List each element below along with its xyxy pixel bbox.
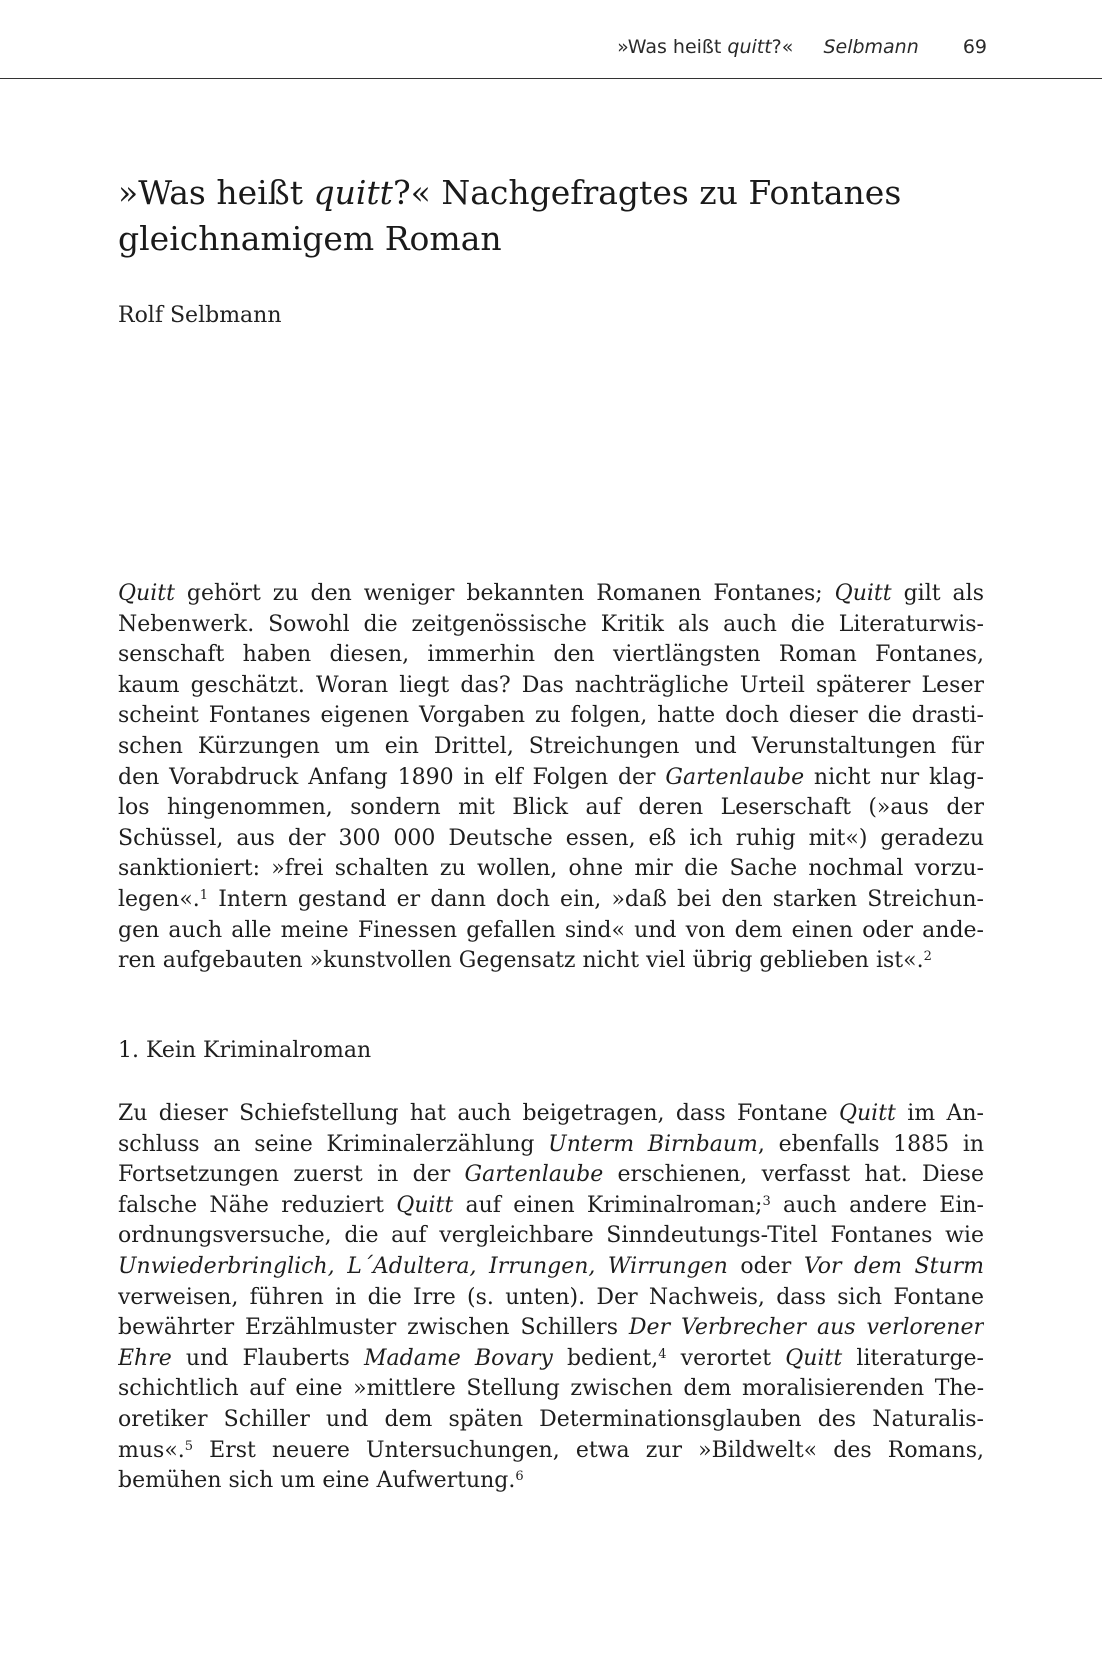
- text-line: Zu dieser Schiefstellung hat auch beigetragen, dass Fontane Quitt im An-: [118, 1101, 984, 1126]
- article-title: »Was heißt quitt?« Nachgefragtes zu Fontanes gleichnamigem Roman: [118, 173, 902, 258]
- running-head: [617, 36, 987, 58]
- text-line: den Vorabdruck Anfang 1890 in elf Folgen der Gartenlaube nicht nur klag-: [118, 764, 984, 790]
- text-line: kaum geschätzt. Woran liegt das? Das nachträgliche Urteil späterer Leser: [118, 672, 984, 698]
- text-line: Unwiederbringlich, L´Adultera, Irrungen, Wirrungen oder Vor dem Sturm: [118, 1253, 984, 1279]
- running-head-title: »Was heißt quitt?«: [617, 36, 794, 58]
- footnote-ref[interactable]: 2: [923, 948, 932, 964]
- text-line: ren aufgebauten »kunstvollen Gegensatz nicht viel übrig geblieben ist«.$^2$: [118, 948, 932, 974]
- footnote-ref[interactable]: 1: [199, 887, 209, 903]
- page-number: 69: [962, 36, 987, 58]
- text-line: Quitt gehört zu den weniger bekannten Romanen Fontanes; Quitt gilt als: [118, 581, 984, 606]
- section-paragraph: [118, 1099, 984, 1497]
- text-line: mus«.$^5$ Erst neuere Untersuchungen, etwa zur »Bildwelt« des Romans,: [118, 1437, 984, 1463]
- text-line: legen«.$^1$ Intern gestand er dann doch ein, »daß bei den starken Streichun-: [118, 886, 984, 912]
- text-line: Nebenwerk. Sowohl die zeitgenössische Kritik als auch die Literaturwis-: [118, 611, 984, 637]
- intro-paragraph: [118, 579, 984, 977]
- text-line: los hingenommen, sondern mit Blick auf deren Leserschaft (»aus der: [118, 795, 984, 821]
- text-line: schichtlich auf eine »mittlere Stellung zwischen dem moralisierenden The-: [118, 1376, 984, 1402]
- text-line: Ehre und Flauberts Madame Bovary bedient,$^4$ verortet Quitt literaturge-: [118, 1345, 984, 1371]
- text-line: verweisen, führen in die Irre (s. unten). Der Nachweis, dass sich Fontane: [118, 1284, 984, 1310]
- section-heading: 1. Kein Kriminalroman: [118, 1038, 372, 1063]
- text-line: ordnungsversuche, die auf vergleichbare Sinndeutungs-Titel Fontanes wie: [118, 1223, 984, 1249]
- header-rule: [0, 78, 1102, 79]
- text-line: schluss an seine Kriminalerzählung Unterm Birnbaum, ebenfalls 1885 in: [118, 1131, 984, 1157]
- text-line: scheint Fontanes eigenen Vorgaben zu folgen, hatte doch dieser die drasti-: [118, 703, 984, 729]
- text-line: senschaft haben diesen, immerhin den viertlängsten Roman Fontanes,: [118, 642, 984, 668]
- footnote-ref[interactable]: 5: [184, 1438, 194, 1454]
- text-line: Schüssel, aus der 300 000 Deutsche essen, eß ich ruhig mit«) geradezu: [118, 825, 984, 851]
- footnote-ref[interactable]: 4: [658, 1346, 667, 1362]
- article-author: Rolf Selbmann: [118, 303, 282, 328]
- running-head-author: Selbmann: [823, 36, 919, 58]
- text-line: gen auch alle meine Finessen gefallen sind« und von dem einen oder ande-: [118, 917, 984, 943]
- footnote-ref[interactable]: 3: [762, 1193, 771, 1209]
- text-line: bemühen sich um eine Aufwertung.$^6$: [118, 1468, 524, 1494]
- text-line: bewährter Erzählmuster zwischen Schillers Der Verbrecher aus verlorener: [118, 1315, 984, 1341]
- footnote-ref[interactable]: 6: [515, 1468, 524, 1484]
- text-line: sanktioniert: »frei schalten zu wollen, ohne mir die Sache nochmal vorzu-: [118, 856, 984, 882]
- text-line: falsche Nähe reduziert Quitt auf einen Kriminalroman;$^3$ auch andere Ein-: [118, 1192, 984, 1218]
- text-line: schen Kürzungen um ein Drittel, Streichungen und Verunstaltungen für: [118, 733, 984, 759]
- text-line: oretiker Schiller und dem späten Determinationsglauben des Naturalis-: [118, 1406, 984, 1432]
- text-line: Fortsetzungen zuerst in der Gartenlaube erschienen, verfasst hat. Diese: [118, 1162, 984, 1188]
